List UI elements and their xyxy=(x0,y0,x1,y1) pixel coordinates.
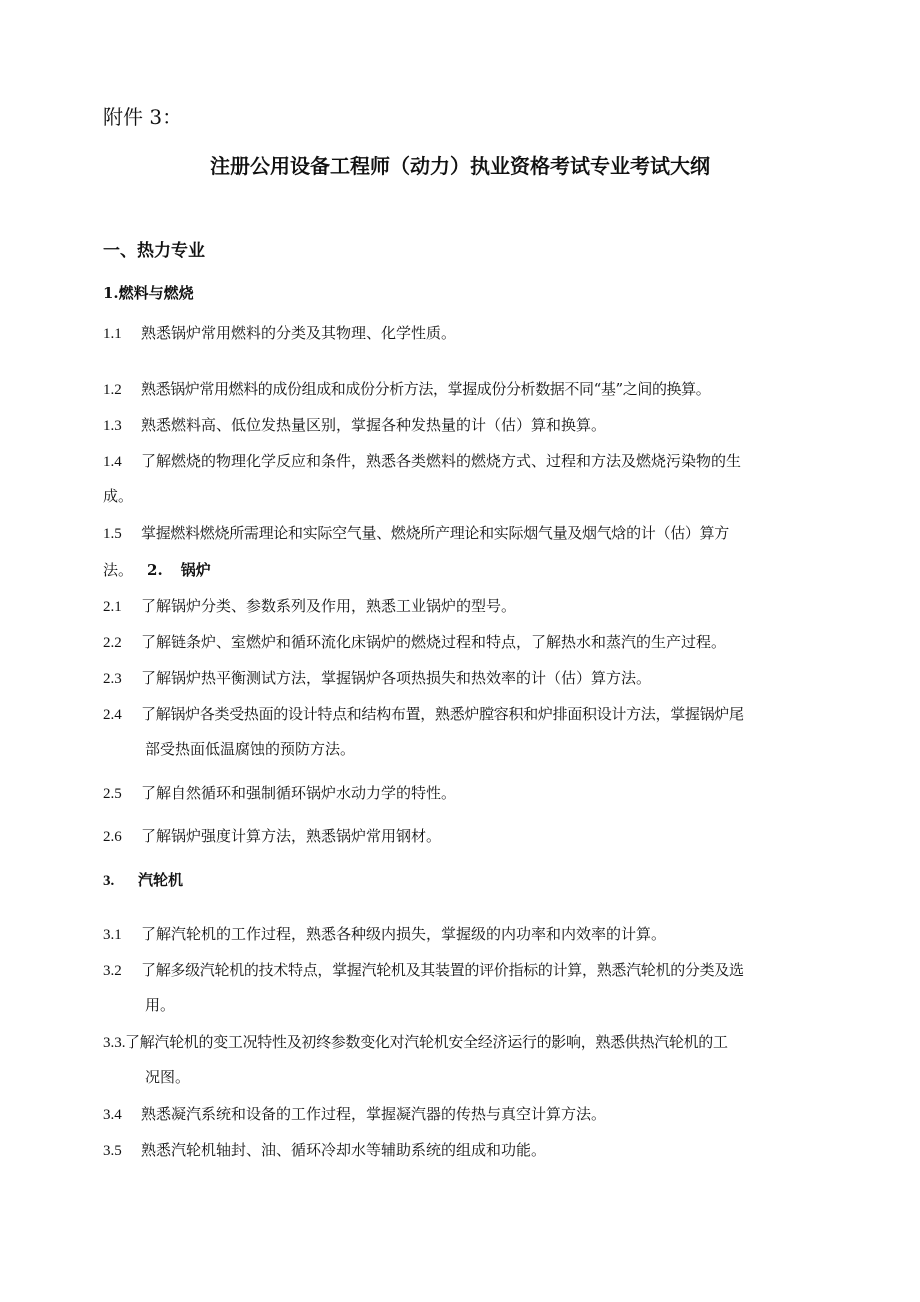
list-item xyxy=(103,1140,546,1161)
item-number: 2.4 xyxy=(103,707,122,723)
item-text: 熟悉凝汽系统和设备的工作过程，掌握凝汽器的传热与真空计算方法。 xyxy=(141,1105,607,1123)
item-continuation: 用。 xyxy=(145,996,176,1014)
item-number: 1.3 xyxy=(103,418,122,434)
item-number: 1.5 xyxy=(103,526,122,542)
item-text: 熟悉汽轮机轴封、油、循环冷却水等辅助系统的组成和功能。 xyxy=(141,1141,547,1159)
subsection-number: 2. xyxy=(147,561,163,579)
item-text: 了解链条炉、室燃炉和循环流化床锅炉的燃烧过程和特点，了解热水和蒸汽的生产过程。 xyxy=(141,633,727,651)
item-number: 1.2 xyxy=(103,382,122,398)
item-number: 3.3. xyxy=(103,1035,126,1051)
annex-label: 附件 3： xyxy=(103,105,183,129)
item-number: 3.5 xyxy=(103,1143,122,1159)
item-text: 了解燃烧的物理化学反应和条件，熟悉各类燃料的燃烧方式、过程和方法及燃烧污染物的生 xyxy=(141,452,742,470)
document-title: 注册公用设备工程师（动力）执业资格考试专业考试大纲 xyxy=(210,154,710,178)
item-continuation: 况图。 xyxy=(145,1068,191,1086)
item-number: 3.4 xyxy=(103,1107,122,1123)
list-item xyxy=(103,632,726,653)
item-number: 2.5 xyxy=(103,786,122,802)
item-text: 熟悉锅炉常用燃料的分类及其物理、化学性质。 xyxy=(141,324,457,342)
list-item xyxy=(103,783,456,804)
list-item xyxy=(103,1032,728,1053)
list-item xyxy=(103,415,606,436)
item-text: 了解锅炉各类受热面的设计特点和结构布置，熟悉炉膛容积和炉排面积设计方法，掌握锅炉尾 xyxy=(141,705,744,723)
item-number: 2.3 xyxy=(103,671,122,687)
item-text: 了解多级汽轮机的技术特点，掌握汽轮机及其装置的评价指标的计算，熟悉汽轮机的分类及选 xyxy=(141,961,744,979)
item-number: 2.6 xyxy=(103,829,122,845)
list-item xyxy=(103,596,516,617)
list-item xyxy=(103,704,744,725)
item-text: 了解自然循环和强制循环锅炉水动力学的特性。 xyxy=(141,784,457,802)
subsection-heading-boiler: 锅炉 xyxy=(180,561,211,579)
list-item xyxy=(103,924,666,945)
item-text: 了解锅炉热平衡测试方法，掌握锅炉各项热损失和热效率的计（估）算方法。 xyxy=(141,669,652,687)
list-item xyxy=(103,451,741,472)
item-text: 了解锅炉分类、参数系列及作用，熟悉工业锅炉的型号。 xyxy=(141,597,517,615)
item-continuation: 部受热面低温腐蚀的预防方法。 xyxy=(145,740,356,758)
item-number: 3.2 xyxy=(103,963,122,979)
list-item xyxy=(103,826,441,847)
list-item xyxy=(103,960,744,981)
section-heading: 一、热力专业 xyxy=(103,241,205,261)
list-item xyxy=(103,523,729,544)
list-item xyxy=(103,379,710,400)
subsection-heading-turbine: 汽轮机 xyxy=(138,871,184,889)
item-number: 1.4 xyxy=(103,454,122,470)
item-number: 2.1 xyxy=(103,599,122,615)
list-item xyxy=(103,1104,606,1125)
list-item xyxy=(103,668,651,689)
item-number: 3.1 xyxy=(103,927,122,943)
item-text: 熟悉燃料高、低位发热量区别，掌握各种发热量的计（估）算和换算。 xyxy=(141,416,607,434)
list-item xyxy=(103,323,456,344)
item-text: 掌握燃料燃烧所需理论和实际空气量、燃烧所产理论和实际烟气量及烟气焓的计（估）算方 xyxy=(141,524,730,542)
item-continuation: 法。 xyxy=(103,561,134,579)
subsection-number: 3. xyxy=(103,873,115,889)
item-text: 熟悉锅炉常用燃料的成份组成和成份分析方法，掌握成份分析数据不同“基”之间的换算。 xyxy=(141,380,711,398)
item-text: 了解锅炉强度计算方法，熟悉锅炉常用钢材。 xyxy=(141,827,442,845)
item-number: 2.2 xyxy=(103,635,122,651)
item-text: 了解汽轮机的工作过程，熟悉各种级内损失，掌握级的内功率和内效率的计算。 xyxy=(141,925,667,943)
item-continuation: 成。 xyxy=(103,487,134,505)
item-number: 1.1 xyxy=(103,326,122,342)
item-text: 了解汽轮机的变工况特性及初终参数变化对汽轮机安全经济运行的影响，熟悉供热汽轮机的工 xyxy=(125,1033,728,1051)
subsection-heading-fuel: 1.燃料与燃烧 xyxy=(103,284,194,302)
item-continuation-with-heading xyxy=(103,560,211,580)
subsection-heading-turbine-row xyxy=(103,870,183,891)
